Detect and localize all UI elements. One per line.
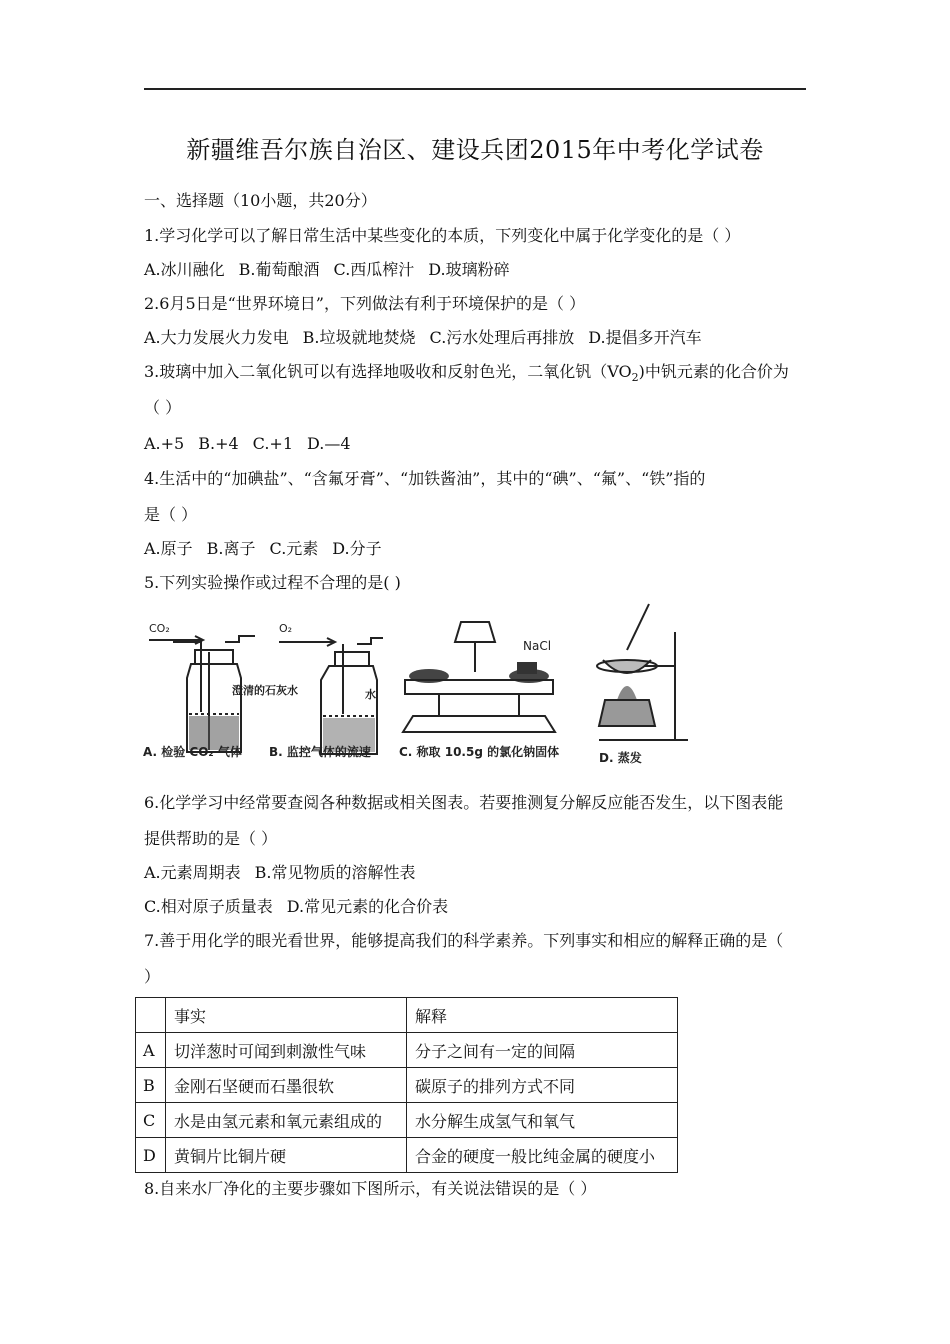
apparatus-c <box>399 622 559 759</box>
option: B.+4 <box>198 434 239 453</box>
salt-pile <box>517 662 537 674</box>
question-5-stem: 5.下列实验操作或过程不合理的是( ) <box>144 573 401 592</box>
table-cell: B <box>136 1068 166 1103</box>
table-cell <box>136 998 166 1033</box>
question-4-stem-cont: 是（ ） <box>144 505 198 524</box>
option: B.常见物质的溶解性表 <box>254 863 416 882</box>
apparatus-a <box>143 622 298 759</box>
a-gas-label: CO₂ <box>149 622 170 635</box>
option: A.冰川融化 <box>144 260 225 279</box>
ruler <box>439 694 519 716</box>
table-row <box>136 1103 678 1138</box>
table-cell: 切洋葱时可闻到刺激性气味 <box>166 1033 407 1068</box>
b-caption: B. 监控气体的流速 <box>269 745 371 759</box>
page-title: 新疆维吾尔族自治区、建设兵团2015年中考化学试卷 <box>186 136 764 164</box>
option: C.西瓜榨汁 <box>333 260 415 279</box>
table-cell: C <box>136 1103 166 1138</box>
table-header: 事实 <box>166 998 407 1033</box>
question-7-stem: 7.善于用化学的眼光看世界，能够提高我们的科学素养。下列事实和相应的解释正确的是（ <box>144 931 784 950</box>
question-6-stem-cont: 提供帮助的是（ ） <box>144 829 278 848</box>
table-cell: 分子之间有一定的间隔 <box>407 1033 678 1068</box>
outlet-tube <box>225 636 255 642</box>
question-4-options <box>144 539 396 559</box>
question-6-options-row2 <box>144 897 462 917</box>
table-row <box>136 1033 678 1068</box>
a-caption: A. 检验 CO₂ 气体 <box>143 745 242 759</box>
stopper <box>335 652 369 666</box>
question-8-stem: 8.自来水厂净化的主要步骤如下图所示，有关说法错误的是（ ） <box>144 1179 597 1198</box>
table-cell: 碳原子的排列方式不同 <box>407 1068 678 1103</box>
option: D.常见元素的化合价表 <box>286 897 449 916</box>
a-liquid-label: 澄清的石灰水 <box>232 684 298 697</box>
question-3-paren: （ ） <box>144 398 182 417</box>
table-header-row <box>136 998 678 1033</box>
question-1-options <box>144 260 524 280</box>
table-cell: 水是由氢元素和氧元素组成的 <box>166 1103 407 1138</box>
base <box>403 716 555 732</box>
experiment-figure <box>143 602 688 770</box>
option: D.提倡多开汽车 <box>588 328 702 347</box>
question-3-stem <box>144 362 789 388</box>
table-cell: D <box>136 1138 166 1173</box>
question-1-stem: 1.学习化学可以了解日常生活中某些变化的本质，下列变化中属于化学变化的是（ ） <box>144 226 741 245</box>
table-cell: 合金的硬度一般比纯金属的硬度小 <box>407 1138 678 1173</box>
question-6-stem: 6.化学学习中经常要查阅各种数据或相关图表。若要推测复分解反应能否发生，以下图表能 <box>144 793 784 812</box>
question-7-stem-cont: ） <box>144 967 161 986</box>
lamp <box>599 700 655 726</box>
apparatus-d <box>597 604 688 765</box>
question-3-options <box>144 434 365 454</box>
d-caption: D. 蒸发 <box>599 751 642 765</box>
option: B.垃圾就地焚烧 <box>302 328 416 347</box>
table-cell: 金刚石坚硬而石墨很软 <box>166 1068 407 1103</box>
option: A.元素周期表 <box>144 863 241 882</box>
table-header: 解释 <box>407 998 678 1033</box>
question-2-options <box>144 328 716 348</box>
option: A.原子 <box>144 539 193 558</box>
question-2-stem: 2.6月5日是“世界环境日”，下列做法有利于环境保护的是（ ） <box>144 294 586 313</box>
section-heading: 一、选择题（10小题，共20分） <box>144 191 377 210</box>
table-cell: A <box>136 1033 166 1068</box>
option: C.+1 <box>252 434 294 453</box>
facts-table <box>135 997 678 1173</box>
option: B.葡萄酿酒 <box>238 260 320 279</box>
b-gas-label: O₂ <box>279 622 293 635</box>
flame <box>617 686 637 700</box>
option: A.大力发展火力发电 <box>144 328 289 347</box>
header-rule <box>144 88 806 90</box>
option: C.元素 <box>269 539 319 558</box>
c-label: NaCl <box>523 639 552 653</box>
table-cell: 水分解生成氢气和氧气 <box>407 1103 678 1138</box>
subscript: 2 <box>631 371 639 385</box>
question-4-stem: 4.生活中的“加碘盐”、“含氟牙膏”、“加铁酱油”，其中的“碘”、“氟”、“铁”指的 <box>144 469 706 488</box>
stem-part: 3.玻璃中加入二氧化钒可以有选择地吸收和反射色光，二氧化钒（VO <box>144 362 632 381</box>
table-row <box>136 1138 678 1173</box>
table-row <box>136 1068 678 1103</box>
table-cell: 黄铜片比铜片硬 <box>166 1138 407 1173</box>
outlet-tube <box>357 638 383 644</box>
option: A.+5 <box>144 434 185 453</box>
scale-dial <box>455 622 495 642</box>
b-liquid-label: 水 <box>365 688 376 701</box>
stem-part: )中钒元素的化合价为 <box>638 362 789 381</box>
question-6-options-row1 <box>144 863 430 883</box>
glass-rod <box>627 604 649 650</box>
option: C.污水处理后再排放 <box>429 328 575 347</box>
option: C.相对原子质量表 <box>144 897 273 916</box>
option: D.分子 <box>332 539 382 558</box>
option: D.玻璃粉碎 <box>428 260 510 279</box>
option: D.—4 <box>307 434 351 453</box>
c-caption: C. 称取 10.5g 的氯化钠固体 <box>399 745 560 759</box>
option: B.离子 <box>206 539 256 558</box>
